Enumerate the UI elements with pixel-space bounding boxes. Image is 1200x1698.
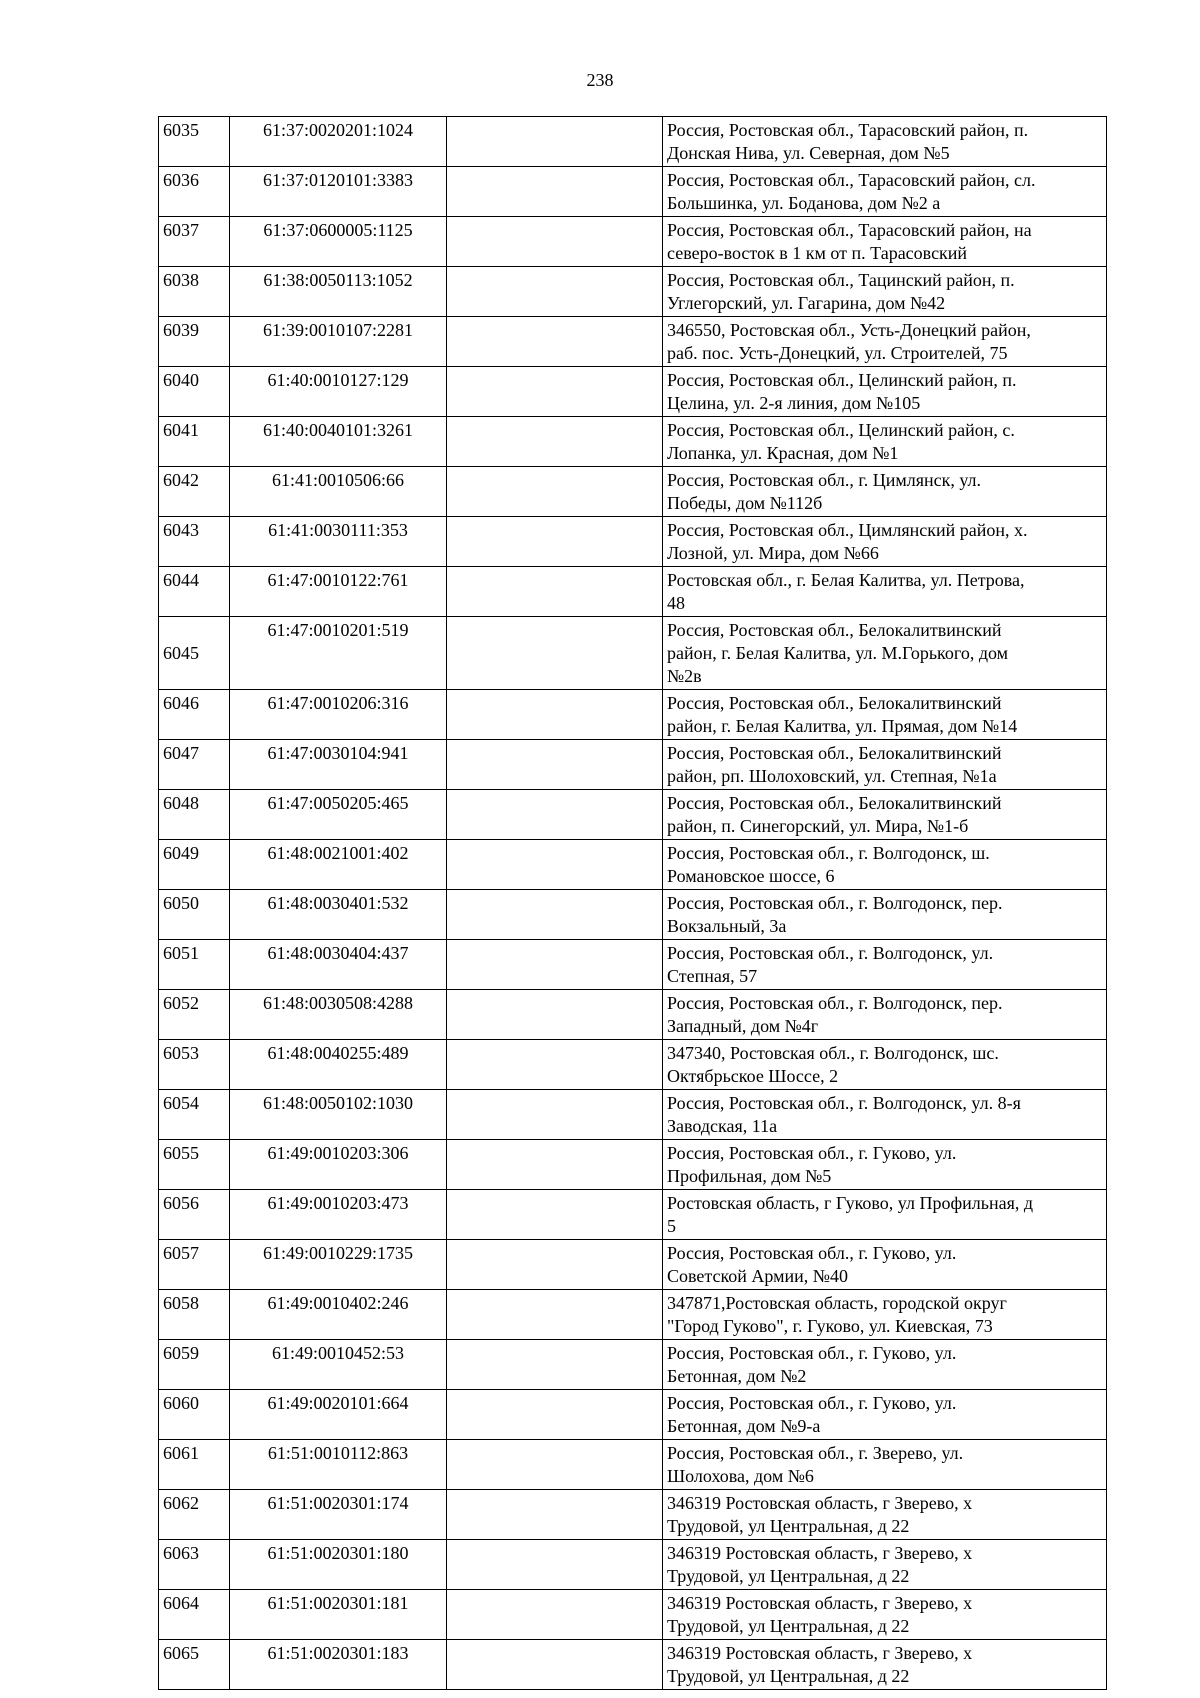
empty-cell xyxy=(447,417,663,467)
address-line: Россия, Ростовская обл., г. Гуково, ул. xyxy=(667,1143,957,1163)
table-row xyxy=(159,1590,1107,1640)
row-number: 6041 xyxy=(159,417,230,467)
address-line: Победы, дом №112б xyxy=(667,493,823,513)
address-line: 346319 Ростовская область, г Зверево, х xyxy=(667,1493,973,1513)
table-row xyxy=(159,790,1107,840)
cadastral-number: 61:41:0030111:353 xyxy=(230,517,447,567)
address-line: Россия, Ростовская обл., г. Волгодонск, пер. xyxy=(667,993,1003,1013)
address-cell xyxy=(663,517,1107,567)
table-row xyxy=(159,1290,1107,1340)
address-line: Россия, Ростовская обл., г. Волгодонск, пер. xyxy=(667,893,1003,913)
address-line: Целина, ул. 2-я линия, дом №105 xyxy=(667,393,921,413)
row-number: 6063 xyxy=(159,1540,230,1590)
cadastral-number: 61:37:0600005:1125 xyxy=(230,217,447,267)
address-cell xyxy=(663,940,1107,990)
address-line: Россия, Ростовская обл., г. Зверево, ул. xyxy=(667,1443,964,1463)
empty-cell xyxy=(447,1090,663,1140)
empty-cell xyxy=(447,467,663,517)
table-row xyxy=(159,217,1107,267)
empty-cell xyxy=(447,1040,663,1090)
cadastral-number: 61:51:0010112:863 xyxy=(230,1440,447,1490)
address-cell xyxy=(663,1640,1107,1690)
address-line: Западный, дом №4г xyxy=(667,1016,819,1036)
table-row xyxy=(159,1540,1107,1590)
empty-cell xyxy=(447,617,663,690)
cadastral-number: 61:49:0010402:246 xyxy=(230,1290,447,1340)
empty-cell xyxy=(447,1140,663,1190)
table-row xyxy=(159,1490,1107,1540)
table-row xyxy=(159,517,1107,567)
address-line: Углегорский, ул. Гагарина, дом №42 xyxy=(667,293,946,313)
address-line: Трудовой, ул Центральная, д 22 xyxy=(667,1616,910,1636)
address-cell xyxy=(663,1490,1107,1540)
address-cell xyxy=(663,840,1107,890)
address-line: Романовское шоссе, 6 xyxy=(667,866,835,886)
row-number: 6051 xyxy=(159,940,230,990)
address-line: район, г. Белая Калитва, ул. М.Горького, дом xyxy=(667,643,1009,663)
cadastral-number: 61:48:0030401:532 xyxy=(230,890,447,940)
row-number: 6045 xyxy=(159,617,230,690)
address-line: Россия, Ростовская обл., Тарасовский район, на xyxy=(667,220,1032,240)
empty-cell xyxy=(447,267,663,317)
row-number: 6054 xyxy=(159,1090,230,1140)
empty-cell xyxy=(447,790,663,840)
row-number: 6053 xyxy=(159,1040,230,1090)
row-number: 6056 xyxy=(159,1190,230,1240)
address-line: Россия, Ростовская обл., г. Гуково, ул. xyxy=(667,1243,957,1263)
address-line: Заводская, 11а xyxy=(667,1116,778,1136)
cadastral-number: 61:37:0020201:1024 xyxy=(230,117,447,167)
table-row xyxy=(159,267,1107,317)
address-line: Бетонная, дом №2 xyxy=(667,1366,807,1386)
address-line: Россия, Ростовская обл., г. Волгодонск, ул. xyxy=(667,943,994,963)
address-line: Трудовой, ул Центральная, д 22 xyxy=(667,1666,910,1686)
empty-cell xyxy=(447,517,663,567)
row-number: 6036 xyxy=(159,167,230,217)
empty-cell xyxy=(447,1590,663,1640)
table-row xyxy=(159,840,1107,890)
table-row xyxy=(159,417,1107,467)
address-cell xyxy=(663,1540,1107,1590)
row-number: 6042 xyxy=(159,467,230,517)
cadastral-number: 61:49:0010452:53 xyxy=(230,1340,447,1390)
address-cell xyxy=(663,1240,1107,1290)
address-line: "Город Гуково", г. Гуково, ул. Киевская, 73 xyxy=(667,1316,993,1336)
cadastral-number: 61:48:0030404:437 xyxy=(230,940,447,990)
row-number: 6060 xyxy=(159,1390,230,1440)
row-number: 6049 xyxy=(159,840,230,890)
address-cell xyxy=(663,1340,1107,1390)
page-number: 238 xyxy=(586,70,614,90)
address-line: №2в xyxy=(667,666,702,686)
address-line: Вокзальный, 3а xyxy=(667,916,787,936)
address-cell xyxy=(663,367,1107,417)
address-line: Россия, Ростовская обл., Целинский район, с. xyxy=(667,420,1015,440)
table-row xyxy=(159,167,1107,217)
address-line: Россия, Ростовская обл., Белокалитвинский xyxy=(667,693,1002,713)
address-cell xyxy=(663,890,1107,940)
address-line: Октябрьское Шоссе, 2 xyxy=(667,1066,839,1086)
cadastral-number: 61:49:0010229:1735 xyxy=(230,1240,447,1290)
address-line: район, рп. Шолоховский, ул. Степная, №1а xyxy=(667,766,997,786)
address-cell xyxy=(663,117,1107,167)
address-cell xyxy=(663,567,1107,617)
empty-cell xyxy=(447,840,663,890)
table-row xyxy=(159,1140,1107,1190)
address-cell xyxy=(663,740,1107,790)
row-number: 6061 xyxy=(159,1440,230,1490)
empty-cell xyxy=(447,117,663,167)
table-row xyxy=(159,1190,1107,1240)
empty-cell xyxy=(447,740,663,790)
table-row xyxy=(159,1240,1107,1290)
cadastral-number: 61:51:0020301:174 xyxy=(230,1490,447,1540)
row-number: 6039 xyxy=(159,317,230,367)
address-cell xyxy=(663,1290,1107,1340)
address-line: Профильная, дом №5 xyxy=(667,1166,832,1186)
empty-cell xyxy=(447,690,663,740)
cadastral-number: 61:40:0040101:3261 xyxy=(230,417,447,467)
address-line: 347340, Ростовская обл., г. Волгодонск, шс. xyxy=(667,1043,999,1063)
address-line: Россия, Ростовская обл., Тарасовский район, п. xyxy=(667,120,1029,140)
address-cell xyxy=(663,267,1107,317)
empty-cell xyxy=(447,1640,663,1690)
empty-cell xyxy=(447,167,663,217)
registry-rows xyxy=(159,117,1107,1690)
address-line: Россия, Ростовская обл., г. Волгодонск, ул. 8-я xyxy=(667,1093,1021,1113)
row-number: 6048 xyxy=(159,790,230,840)
address-cell xyxy=(663,617,1107,690)
cadastral-number: 61:51:0020301:180 xyxy=(230,1540,447,1590)
empty-cell xyxy=(447,1540,663,1590)
cadastral-number: 61:51:0020301:183 xyxy=(230,1640,447,1690)
address-line: Большинка, ул. Боданова, дом №2 а xyxy=(667,193,941,213)
address-line: район, п. Синегорский, ул. Мира, №1-б xyxy=(667,816,969,836)
address-line: 346319 Ростовская область, г Зверево, х xyxy=(667,1643,973,1663)
address-line: Ростовская обл., г. Белая Калитва, ул. Петрова, xyxy=(667,570,1025,590)
cadastral-number: 61:39:0010107:2281 xyxy=(230,317,447,367)
row-number: 6037 xyxy=(159,217,230,267)
address-line: Россия, Ростовская обл., г. Гуково, ул. xyxy=(667,1393,957,1413)
table-row xyxy=(159,740,1107,790)
table-row xyxy=(159,467,1107,517)
row-number: 6055 xyxy=(159,1140,230,1190)
address-line: Лопанка, ул. Красная, дом №1 xyxy=(667,443,899,463)
cadastral-number: 61:49:0020101:664 xyxy=(230,1390,447,1440)
row-number: 6040 xyxy=(159,367,230,417)
empty-cell xyxy=(447,940,663,990)
cadastral-number: 61:38:0050113:1052 xyxy=(230,267,447,317)
address-cell xyxy=(663,1090,1107,1140)
address-line: 346319 Ростовская область, г Зверево, х xyxy=(667,1593,973,1613)
cadastral-number: 61:37:0120101:3383 xyxy=(230,167,447,217)
address-line: Россия, Ростовская обл., Тарасовский район, сл. xyxy=(667,170,1036,190)
table-row xyxy=(159,367,1107,417)
table-row xyxy=(159,1640,1107,1690)
address-line: Ростовская область, г Гуково, ул Профильная, д xyxy=(667,1193,1034,1213)
address-cell xyxy=(663,1390,1107,1440)
table-row xyxy=(159,690,1107,740)
registry-table xyxy=(158,116,1107,1690)
empty-cell xyxy=(447,1340,663,1390)
empty-cell xyxy=(447,990,663,1040)
row-number: 6065 xyxy=(159,1640,230,1690)
cadastral-number: 61:47:0050205:465 xyxy=(230,790,447,840)
empty-cell xyxy=(447,1290,663,1340)
empty-cell xyxy=(447,217,663,267)
empty-cell xyxy=(447,1440,663,1490)
table-row xyxy=(159,1040,1107,1090)
table-row xyxy=(159,117,1107,167)
address-line: Шолохова, дом №6 xyxy=(667,1466,814,1486)
address-line: 347871,Ростовская область, городской округ xyxy=(667,1293,1007,1313)
cadastral-number: 61:49:0010203:473 xyxy=(230,1190,447,1240)
cadastral-number: 61:47:0010201:519 xyxy=(230,617,447,690)
cadastral-number: 61:41:0010506:66 xyxy=(230,467,447,517)
address-line: раб. пос. Усть-Донецкий, ул. Строителей, 75 xyxy=(667,343,1008,363)
address-line: северо-восток в 1 км от п. Тарасовский xyxy=(667,243,968,263)
address-cell xyxy=(663,1440,1107,1490)
address-cell xyxy=(663,417,1107,467)
cadastral-number: 61:47:0030104:941 xyxy=(230,740,447,790)
address-line: район, г. Белая Калитва, ул. Прямая, дом №14 xyxy=(667,716,1018,736)
table-row xyxy=(159,940,1107,990)
address-cell xyxy=(663,790,1107,840)
address-cell xyxy=(663,167,1107,217)
table-row xyxy=(159,567,1107,617)
address-line: Россия, Ростовская обл., Целинский район, п. xyxy=(667,370,1017,390)
address-cell xyxy=(663,1590,1107,1640)
row-number: 6062 xyxy=(159,1490,230,1540)
table-row xyxy=(159,317,1107,367)
row-number: 6046 xyxy=(159,690,230,740)
cadastral-number: 61:48:0021001:402 xyxy=(230,840,447,890)
empty-cell xyxy=(447,1240,663,1290)
cadastral-number: 61:49:0010203:306 xyxy=(230,1140,447,1190)
cadastral-number: 61:47:0010206:316 xyxy=(230,690,447,740)
address-cell xyxy=(663,690,1107,740)
empty-cell xyxy=(447,1390,663,1440)
address-line: 346319 Ростовская область, г Зверево, х xyxy=(667,1543,973,1563)
cadastral-number: 61:48:0040255:489 xyxy=(230,1040,447,1090)
table-row xyxy=(159,1390,1107,1440)
row-number: 6064 xyxy=(159,1590,230,1640)
address-line: 346550, Ростовская обл., Усть-Донецкий район, xyxy=(667,320,1031,340)
address-line: Бетонная, дом №9-а xyxy=(667,1416,821,1436)
empty-cell xyxy=(447,890,663,940)
table-row xyxy=(159,1090,1107,1140)
address-line: Россия, Ростовская обл., Тацинский район, п. xyxy=(667,270,1015,290)
row-number: 6059 xyxy=(159,1340,230,1390)
address-line: Степная, 57 xyxy=(667,966,758,986)
address-line: Россия, Ростовская обл., Белокалитвинский xyxy=(667,793,1002,813)
cadastral-number: 61:51:0020301:181 xyxy=(230,1590,447,1640)
address-cell xyxy=(663,1140,1107,1190)
address-cell xyxy=(663,217,1107,267)
cadastral-number: 61:47:0010122:761 xyxy=(230,567,447,617)
row-number: 6038 xyxy=(159,267,230,317)
address-line: Россия, Ростовская обл., г. Волгодонск, ш. xyxy=(667,843,990,863)
table-row xyxy=(159,990,1107,1040)
address-line: Россия, Ростовская обл., Белокалитвинский xyxy=(667,743,1002,763)
row-number: 6057 xyxy=(159,1240,230,1290)
empty-cell xyxy=(447,317,663,367)
address-cell xyxy=(663,1190,1107,1240)
row-number: 6058 xyxy=(159,1290,230,1340)
address-line: Россия, Ростовская обл., г. Гуково, ул. xyxy=(667,1343,957,1363)
row-number: 6050 xyxy=(159,890,230,940)
address-line: Россия, Ростовская обл., Цимлянский район, х. xyxy=(667,520,1028,540)
row-number: 6047 xyxy=(159,740,230,790)
row-number: 6035 xyxy=(159,117,230,167)
table-row xyxy=(159,890,1107,940)
address-cell xyxy=(663,467,1107,517)
table-row xyxy=(159,1440,1107,1490)
table-row xyxy=(159,617,1107,690)
address-line: Россия, Ростовская обл., г. Цимлянск, ул. xyxy=(667,470,982,490)
address-line: Трудовой, ул Центральная, д 22 xyxy=(667,1566,910,1586)
row-number: 6044 xyxy=(159,567,230,617)
cadastral-number: 61:48:0030508:4288 xyxy=(230,990,447,1040)
empty-cell xyxy=(447,567,663,617)
cadastral-number: 61:48:0050102:1030 xyxy=(230,1090,447,1140)
row-number: 6043 xyxy=(159,517,230,567)
address-cell xyxy=(663,1040,1107,1090)
address-line: 5 xyxy=(667,1216,676,1236)
address-cell xyxy=(663,990,1107,1040)
address-line: Трудовой, ул Центральная, д 22 xyxy=(667,1516,910,1536)
empty-cell xyxy=(447,1490,663,1540)
table-row xyxy=(159,1340,1107,1390)
address-cell xyxy=(663,317,1107,367)
address-line: Россия, Ростовская обл., Белокалитвинский xyxy=(667,620,1002,640)
address-line: 48 xyxy=(667,593,685,613)
empty-cell xyxy=(447,367,663,417)
address-line: Советской Армии, №40 xyxy=(667,1266,848,1286)
address-line: Лозной, ул. Мира, дом №66 xyxy=(667,543,879,563)
cadastral-number: 61:40:0010127:129 xyxy=(230,367,447,417)
address-line: Донская Нива, ул. Северная, дом №5 xyxy=(667,143,950,163)
row-number: 6052 xyxy=(159,990,230,1040)
empty-cell xyxy=(447,1190,663,1240)
